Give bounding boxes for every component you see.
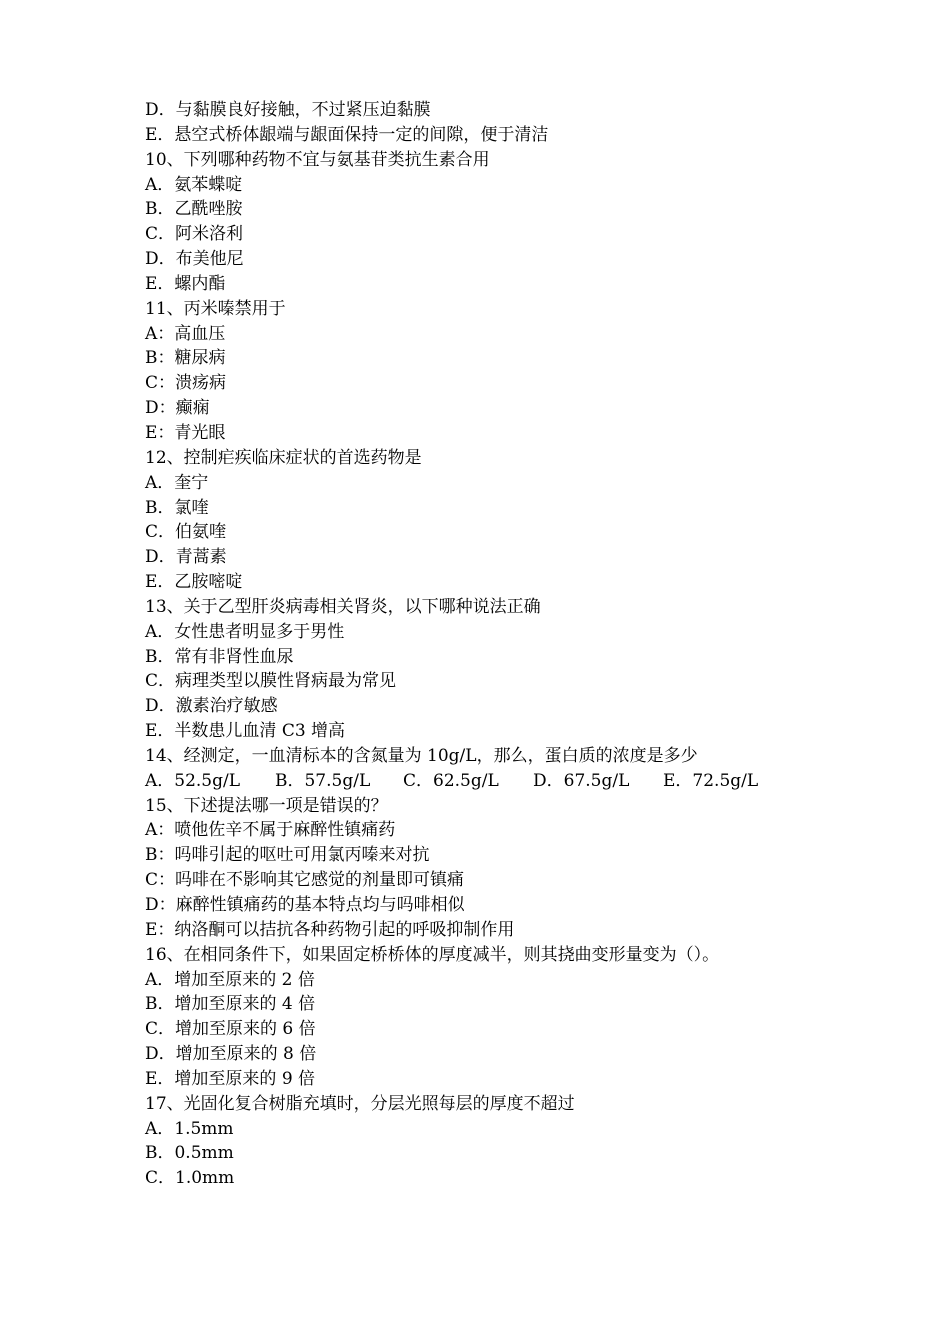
option-line: D．激素治疗敏感 [145,696,278,717]
question-12: 12、控制疟疾临床症状的首选药物是 [145,447,422,468]
question-11: 11、丙米嗪禁用于 [145,298,286,319]
option-line: B．0.5mm [145,1143,234,1164]
question-13: 13、关于乙型肝炎病毒相关肾炎，以下哪种说法正确 [145,596,541,617]
option-line: D．增加至原来的 8 倍 [145,1044,317,1065]
option-line: C．1.0mm [145,1168,235,1189]
option-a: A．52.5g/L [145,770,241,791]
option-b: B．57.5g/L [275,770,371,791]
option-line: C．阿米洛利 [145,224,244,245]
option-line: A：高血压 [145,323,226,344]
option-line: E：青光眼 [145,422,226,443]
option-line: A．增加至原来的 2 倍 [145,969,315,990]
option-line: C．病理类型以膜性肾病最为常见 [145,671,397,692]
option-line: A．氨苯蝶啶 [145,174,243,195]
option-d: D．67.5g/L [533,770,630,791]
option-line: E：纳洛酮可以拮抗各种药物引起的呼吸抑制作用 [145,919,515,940]
option-line: A．奎宁 [145,472,209,493]
question-14-options [145,769,845,794]
option-line: C：吗啡在不影响其它感觉的剂量即可镇痛 [145,870,465,891]
option-line: C：溃疡病 [145,373,227,394]
option-line: A：喷他佐辛不属于麻醉性镇痛药 [145,820,396,841]
document-body [145,98,845,1191]
option-line: D：麻醉性镇痛药的基本特点均与吗啡相似 [145,895,465,915]
option-line: E．乙胺嘧啶 [145,572,243,593]
option-line: B．氯喹 [145,497,209,518]
option-line: D．与黏膜良好接触，不过紧压迫黏膜 [145,100,431,120]
option-line: A．女性患者明显多于男性 [145,621,345,642]
option-e: E．72.5g/L [663,770,759,791]
option-line: E．悬空式桥体龈端与龈面保持一定的间隙，便于清洁 [145,124,549,145]
option-line: B．增加至原来的 4 倍 [145,994,316,1015]
option-line: B：糖尿病 [145,348,226,369]
option-line: B．乙酰唑胺 [145,199,243,220]
question-14: 14、经测定，一血清标本的含氮量为 10g/L，那么，蛋白质的浓度是多少 [145,745,698,766]
option-line: D：癫痫 [145,398,210,419]
question-17: 17、光固化复合树脂充填时，分层光照每层的厚度不超过 [145,1093,575,1114]
option-line: D．布美他尼 [145,249,244,270]
option-line: E．增加至原来的 9 倍 [145,1068,316,1089]
option-line: E．螺内酯 [145,273,226,294]
question-16: 16、在相同条件下，如果固定桥桥体的厚度减半，则其挠曲变形量变为（）。 [145,944,720,965]
question-15: 15、下述提法哪一项是错误的？ [145,795,388,816]
option-line: C．伯氨喹 [145,522,227,543]
option-line: D．青蒿素 [145,547,227,568]
option-line: B：吗啡引起的呕吐可用氯丙嗪来对抗 [145,845,430,866]
option-line: E．半数患儿血清 C3 增高 [145,721,346,742]
option-line: C．增加至原来的 6 倍 [145,1019,316,1040]
option-line: A．1.5mm [145,1118,234,1139]
option-c: C．62.5g/L [403,770,499,791]
option-line: B．常有非肾性血尿 [145,646,294,667]
question-10: 10、下列哪种药物不宜与氨基苷类抗生素合用 [145,149,490,170]
